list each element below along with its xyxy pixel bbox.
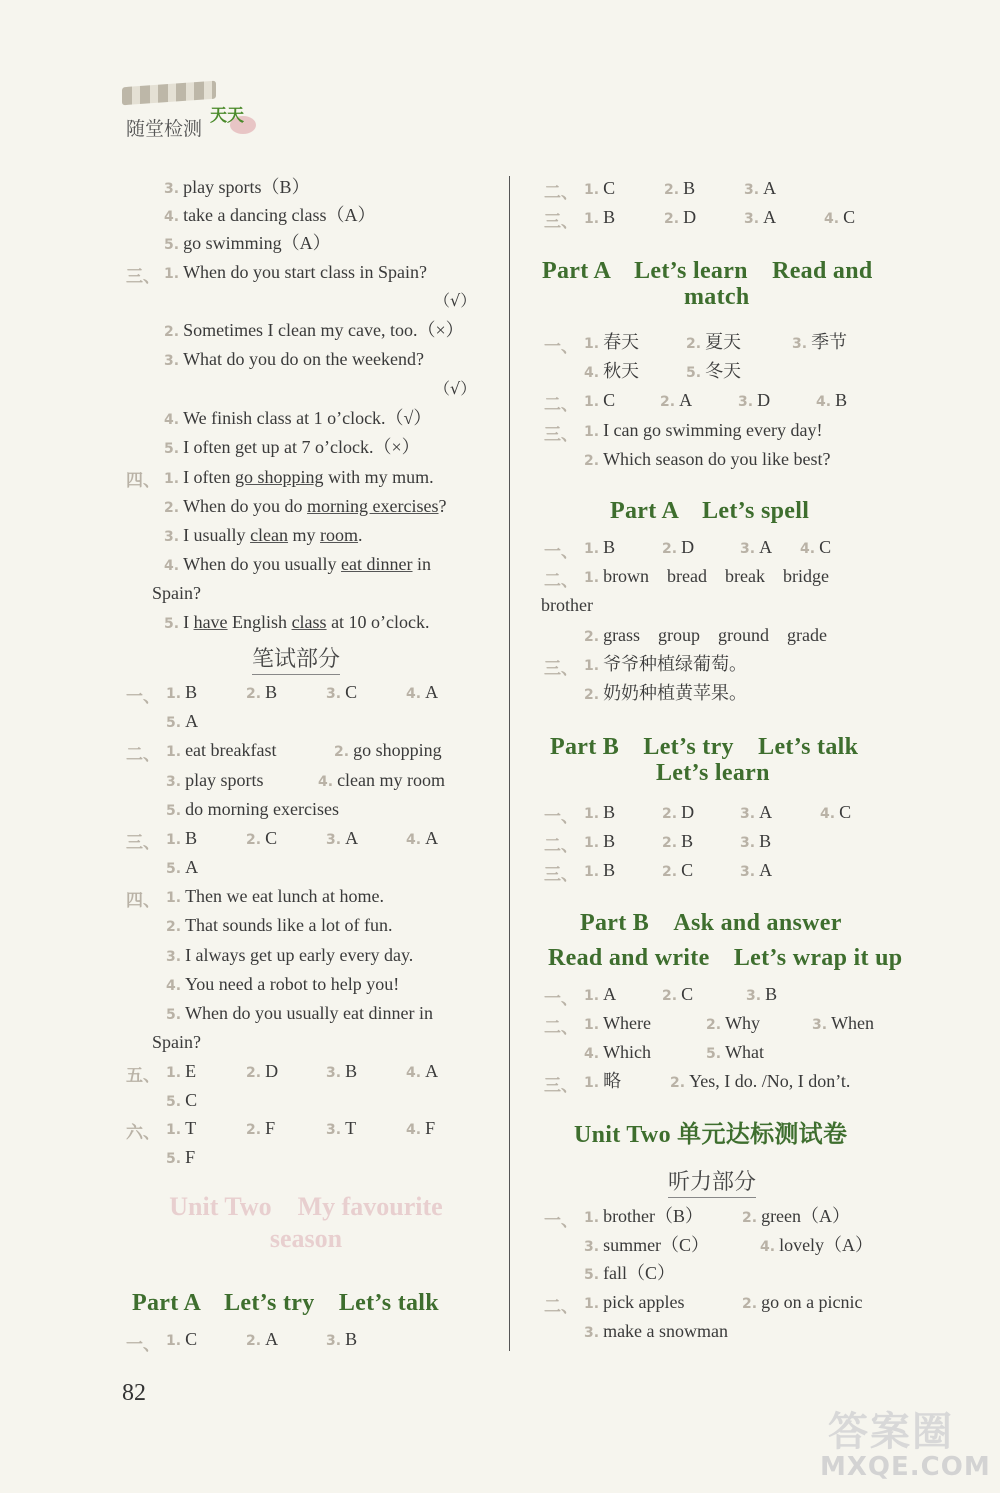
answer-item: 1. eat breakfast	[166, 740, 277, 760]
answer-item: 1. pick apples	[584, 1292, 685, 1312]
answer-item: 5. F	[166, 1147, 196, 1167]
answer-item: 2. A	[246, 1329, 279, 1349]
answer-item: 1. B	[584, 802, 616, 822]
answer-item: 5. C	[166, 1090, 198, 1110]
watermark-logo	[820, 1400, 990, 1488]
answer-line: 3. I usually clean my room.	[164, 525, 363, 545]
answer-item: 1. C	[166, 1329, 198, 1349]
section-number: 三、	[544, 659, 578, 679]
answer-line-continuation: Spain?	[152, 1032, 201, 1052]
answer-item: 2. F	[246, 1118, 276, 1138]
listening-part-title: 听力部分	[668, 1165, 756, 1198]
badge-green-title: 天天	[210, 106, 244, 126]
unit-title-line-2: season	[269, 1224, 343, 1253]
answer-item: 5. A	[166, 857, 199, 877]
answer-line: 1. I can go swimming every day!	[584, 420, 823, 440]
answer-item: 4. C	[820, 802, 852, 822]
answer-item: 3. summer（C）	[584, 1235, 710, 1255]
answer-item: 4. lovely（A）	[760, 1235, 874, 1255]
answer-item: 3. B	[746, 984, 778, 1004]
section-heading: Part A Let’s learn Read and	[542, 258, 873, 284]
answer-item: 3. When	[812, 1013, 875, 1033]
answer-item: 3. A	[326, 828, 359, 848]
answer-line: 5. When do you usually eat dinner in	[166, 1003, 434, 1023]
badge-title: 随堂检测	[126, 118, 203, 140]
answer-item: 1. C	[584, 178, 616, 198]
section-number: 三、	[544, 1076, 578, 1096]
answer-line: 4. We finish class at 1 o’clock.（√）	[164, 408, 432, 428]
answer-item: 2. B	[664, 178, 696, 198]
answer-item: 4. Which	[584, 1042, 652, 1062]
answer-item: 4. 秋天	[584, 361, 640, 381]
answer-item: 3. A	[744, 207, 777, 227]
answer-item: 4. C	[824, 207, 856, 227]
section-number: 一、	[126, 687, 160, 707]
answer-item: 2. D	[662, 537, 695, 557]
answer-item: 3. B	[326, 1061, 358, 1081]
clapper-stripe-decoration	[122, 81, 216, 106]
answer-line: 2. grass group ground grade	[584, 625, 828, 645]
section-heading: Part A Let’s spell	[610, 498, 810, 524]
section-heading-line-2: Read and write Let’s wrap it up	[548, 945, 903, 971]
section-number: 一、	[544, 542, 578, 562]
answer-item: 1. E	[166, 1061, 197, 1081]
page-number: 82	[122, 1380, 146, 1406]
answer-item: 3. B	[326, 1329, 358, 1349]
answer-item: 3. 季节	[792, 332, 848, 352]
answer-item: 1. C	[584, 390, 616, 410]
answer-item: 1. B	[166, 828, 198, 848]
answer-item: 4. C	[800, 537, 832, 557]
answer-item: 3. make a snowman	[584, 1321, 729, 1341]
answer-item: 2. C	[662, 984, 694, 1004]
answer-item: 1. B	[584, 537, 616, 557]
answer-line: 5. I often get up at 7 o’clock.（×）	[164, 437, 420, 457]
answer-item: 1. 春天	[584, 332, 640, 352]
answer-line: 5. I have English class at 10 o’clock.	[164, 612, 430, 632]
section-number: 二、	[126, 745, 160, 765]
written-part-title: 笔试部分	[252, 642, 340, 675]
answer-item: 2. C	[246, 828, 278, 848]
answer-item: 2. go on a picnic	[742, 1292, 863, 1312]
section-number: 一、	[544, 337, 578, 357]
answer-item: 3. B	[740, 831, 772, 851]
answer-line: 5. go swimming（A）	[164, 233, 331, 253]
answer-line: 1. 爷爷种植绿葡萄。	[584, 654, 748, 674]
section-number: 二、	[544, 571, 578, 591]
answer-item: 1. brother（B）	[584, 1206, 704, 1226]
section-number: 二、	[544, 1297, 578, 1317]
answer-item: 2. C	[662, 860, 694, 880]
answer-line: 3. I always get up early every day.	[166, 945, 414, 965]
answer-line: 1. Then we eat lunch at home.	[166, 886, 384, 906]
answer-line: 2. Sometimes I clean my cave, too.（×）	[164, 320, 464, 340]
section-number: 三、	[126, 267, 160, 287]
column-divider	[509, 176, 510, 1351]
section-heading: Part A Let’s try Let’s talk	[132, 1290, 439, 1316]
answer-item: 2. Yes, I do. /No, I don’t.	[670, 1071, 851, 1091]
answer-item: 4. A	[406, 1061, 439, 1081]
answer-item: 5. fall（C）	[584, 1263, 676, 1283]
section-number: 三、	[544, 865, 578, 885]
answer-item: 3. A	[740, 537, 773, 557]
check-mark: （√）	[434, 291, 477, 310]
answer-item: 5. What	[706, 1042, 765, 1062]
section-number: 二、	[544, 836, 578, 856]
answer-item: 1. B	[584, 860, 616, 880]
section-number: 二、	[544, 395, 578, 415]
section-number: 四、	[126, 471, 160, 491]
answer-item: 4. F	[406, 1118, 436, 1138]
section-number: 三、	[544, 425, 578, 445]
answer-line: 1. I often go shopping with my mum.	[164, 467, 434, 487]
section-number: 一、	[544, 1211, 578, 1231]
section-number: 二、	[544, 1018, 578, 1038]
answer-item: 3. A	[740, 860, 773, 880]
answer-item: 3. A	[740, 802, 773, 822]
section-number: 二、	[544, 183, 578, 203]
section-heading: Part B Let’s try Let’s talk	[550, 734, 859, 760]
answer-item: 4. clean my room	[318, 770, 446, 790]
unit-test-heading: Unit Two 单元达标测试卷	[574, 1122, 848, 1148]
answer-item: 3. C	[326, 682, 358, 702]
answer-item: 4. A	[406, 682, 439, 702]
answer-item: 1. B	[584, 831, 616, 851]
answer-item: 2. 夏天	[686, 332, 742, 352]
section-number: 一、	[544, 989, 578, 1009]
answer-item: 3. T	[326, 1118, 357, 1138]
section-number: 四、	[126, 891, 160, 911]
answer-item: 1. 略	[584, 1071, 622, 1091]
answer-line: 2. That sounds like a lot of fun.	[166, 915, 393, 935]
answer-item: 2. A	[660, 390, 693, 410]
answer-line: 1. When do you start class in Spain?	[164, 262, 428, 282]
answer-item: 3. A	[744, 178, 777, 198]
answer-item: 2. D	[664, 207, 697, 227]
answer-item: 5. do morning exercises	[166, 799, 340, 819]
answer-item: 2. B	[662, 831, 694, 851]
answer-line-continuation: brother	[541, 595, 593, 615]
answer-line: 2. When do you do morning exercises?	[164, 496, 447, 516]
answer-item: 1. Where	[584, 1013, 652, 1033]
unit-title: Unit Two My favourite	[169, 1192, 443, 1221]
answer-line: 4. You need a robot to help you!	[166, 974, 400, 994]
answer-item: 2. go shopping	[334, 740, 442, 760]
watermark-cn: 答案圈	[828, 1409, 954, 1455]
section-number: 一、	[544, 807, 578, 827]
answer-item: 2. D	[246, 1061, 279, 1081]
header-badge	[122, 84, 262, 146]
section-heading: Part B Ask and answer	[580, 910, 842, 936]
answer-item: 2. Why	[706, 1013, 761, 1033]
answer-line: 2. Which season do you like best?	[584, 449, 831, 469]
answer-item: 1. T	[166, 1118, 197, 1138]
answer-item: 4. A	[406, 828, 439, 848]
answer-item: 2. green（A）	[742, 1206, 851, 1226]
answer-line: 1. brown bread break bridge	[584, 566, 829, 586]
answer-item: 1. A	[584, 984, 617, 1004]
answer-item: 3. play sports	[166, 770, 264, 790]
section-heading-line-2: Let’s learn	[656, 760, 770, 786]
section-number: 三、	[544, 212, 578, 232]
answer-line: 2. 奶奶种植黄苹果。	[584, 683, 748, 703]
answer-line: 3. What do you do on the weekend?	[164, 349, 424, 369]
answer-item: 5. 冬天	[686, 361, 742, 381]
answer-line-continuation: Spain?	[152, 583, 201, 603]
answer-item: 5. A	[166, 711, 199, 731]
answer-item: 1. B	[584, 207, 616, 227]
answer-item: 2. D	[662, 802, 695, 822]
section-number: 三、	[126, 833, 160, 853]
answer-item: 2. B	[246, 682, 278, 702]
answer-item: 3. D	[738, 390, 771, 410]
answer-line: 4. take a dancing class（A）	[164, 205, 376, 225]
answer-line: 3. play sports（B）	[164, 177, 310, 197]
section-number: 五、	[126, 1066, 160, 1086]
answer-line: 4. When do you usually eat dinner in	[164, 554, 432, 574]
answer-item: 1. B	[166, 682, 198, 702]
answer-item: 4. B	[816, 390, 848, 410]
section-number: 六、	[126, 1123, 160, 1143]
section-heading-line-2: match	[684, 284, 750, 310]
section-number: 一、	[126, 1335, 160, 1355]
check-mark: （√）	[434, 379, 477, 398]
watermark-en: MXQE.COM	[820, 1452, 991, 1482]
